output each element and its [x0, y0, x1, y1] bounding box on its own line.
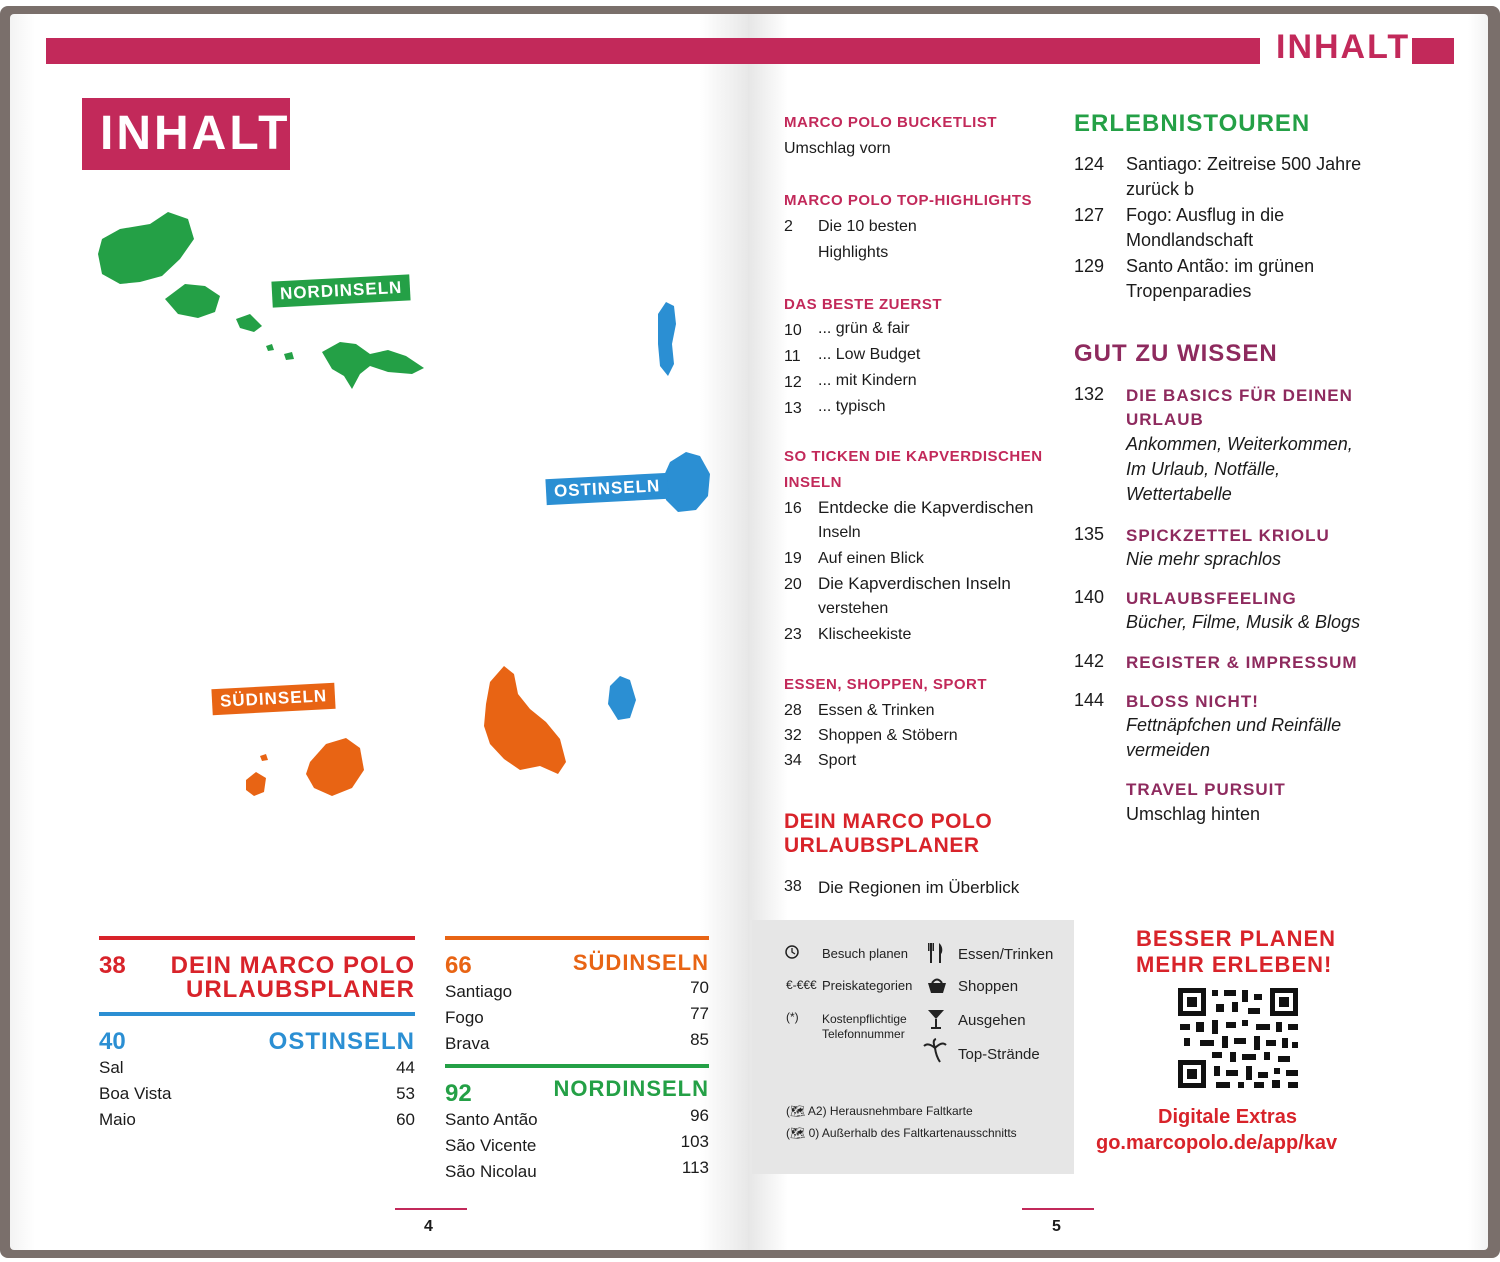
ost-item-name: Boa Vista — [99, 1084, 172, 1103]
planer-title-1: DEIN MARCO POLO — [784, 810, 993, 833]
sued-item-page: 85 — [690, 1030, 709, 1049]
wissen-title: GUT ZU WISSEN — [1074, 340, 1278, 367]
touren-number: 129 — [1074, 256, 1105, 276]
wissen-sub: Ankommen, Weiterkommen, — [1126, 434, 1353, 454]
beste-text: ... mit Kindern — [818, 372, 917, 389]
planer-text: Die Regionen im Überblick — [818, 878, 1020, 897]
beste-title: DAS BESTE ZUERST — [784, 296, 943, 313]
rule-ostinseln — [99, 1012, 415, 1016]
fork-knife-icon — [928, 942, 944, 964]
planer-number: 38 — [784, 878, 802, 895]
ticken-title-2: INSELN — [784, 474, 843, 491]
beste-number: 10 — [784, 322, 802, 339]
planer-title-2: URLAUBSPLANER — [186, 976, 415, 1003]
promo-line-2: MEHR ERLEBEN! — [1136, 952, 1333, 977]
essen-number: 28 — [784, 702, 802, 719]
bucketlist-title: MARCO POLO BUCKETLIST — [784, 114, 997, 131]
nord-item-page: 103 — [680, 1132, 709, 1151]
top-band — [748, 38, 1260, 64]
legend-map-note: (🗺 0) Außerhalb des Faltkartenausschnitts — [786, 1126, 1017, 1140]
highlights-title: MARCO POLO TOP-HIGHLIGHTS — [784, 192, 1033, 209]
island-sal — [658, 302, 676, 376]
planer-title-2: URLAUBSPLANER — [784, 834, 980, 857]
ticken-line: Inseln — [818, 524, 861, 541]
beste-number: 13 — [784, 400, 802, 417]
page-number: 4 — [424, 1218, 433, 1235]
wissen-heading: SPICKZETTEL KRIOLU — [1126, 526, 1330, 545]
beste-number: 11 — [784, 348, 801, 365]
touren-line: Santo Antão: im grünen — [1126, 256, 1315, 276]
nord-title: NORDINSELN — [553, 1076, 709, 1101]
wissen-heading: DIE BASICS FÜR DEINEN — [1126, 386, 1353, 405]
tag-suedinseln: SÜDINSELN — [211, 683, 335, 715]
essen-text: Sport — [818, 752, 857, 769]
beste-text: ... grün & fair — [818, 320, 910, 337]
wissen-number: 144 — [1074, 690, 1105, 710]
islands-map — [10, 14, 748, 834]
page-number-rule — [395, 1208, 467, 1210]
qr-code-icon[interactable] — [1176, 986, 1300, 1090]
touren-line: zurück b — [1126, 179, 1195, 199]
left-page — [10, 14, 748, 1250]
clock-icon — [784, 944, 800, 960]
ost-item-page: 53 — [396, 1084, 415, 1103]
highlights-line-2: Highlights — [818, 244, 889, 261]
highlights-line-1: Die 10 besten — [818, 218, 917, 235]
promo-line-1: BESSER PLANEN — [1136, 926, 1337, 951]
wissen-sub: Im Urlaub, Notfälle, — [1126, 459, 1281, 479]
sued-item-name: Fogo — [445, 1008, 484, 1027]
nord-item-page: 113 — [681, 1158, 709, 1177]
wissen-sub: Umschlag hinten — [1126, 804, 1261, 824]
sued-item-page: 77 — [690, 1004, 709, 1023]
page-title: INHALT — [100, 107, 291, 160]
legend-symbol: (*) — [786, 1010, 799, 1024]
wissen-sub: Nie mehr sprachlos — [1126, 549, 1282, 569]
nord-item-name: São Vicente — [445, 1136, 537, 1155]
sued-item-page: 70 — [690, 978, 709, 997]
planer-number: 38 — [99, 952, 126, 979]
island-sao-nicolau — [322, 342, 424, 389]
nord-number: 92 — [445, 1080, 472, 1107]
legend-label: Preiskategorien — [822, 978, 913, 993]
legend-map-note: (🗺 A2) Herausnehmbare Faltkarte — [786, 1104, 973, 1118]
highlights-number: 2 — [784, 218, 793, 235]
bucketlist-sub: Umschlag vorn — [784, 140, 891, 157]
rule-suedinseln — [445, 936, 709, 940]
legend-label: Telefonnummer — [822, 1027, 905, 1041]
wissen-heading: TRAVEL PURSUIT — [1126, 780, 1286, 799]
legend-box — [752, 920, 1074, 1174]
essen-text: Shoppen & Stöbern — [818, 727, 958, 744]
wissen-heading: BLOSS NICHT! — [1126, 692, 1259, 711]
sued-title: SÜDINSELN — [572, 950, 709, 975]
island-islet — [266, 344, 274, 351]
ticken-number: 19 — [784, 550, 802, 567]
touren-line: Mondlandschaft — [1126, 230, 1254, 250]
header-title: INHALT — [1276, 28, 1411, 66]
wissen-number: 132 — [1074, 384, 1105, 404]
ticken-line: verstehen — [818, 600, 889, 617]
ticken-line: Entdecke die Kapverdischen — [818, 498, 1034, 517]
tag-nordinseln: NORDINSELN — [271, 274, 411, 307]
touren-line: Fogo: Ausflug in die — [1126, 205, 1285, 225]
tag-ostinseln: OSTINSELN — [545, 473, 668, 505]
ticken-line: Klischeekiste — [818, 626, 912, 643]
island-brava — [246, 772, 266, 796]
planer-title-1: DEIN MARCO POLO — [170, 952, 415, 979]
island-santiago — [484, 666, 566, 774]
touren-line: Santiago: Zeitreise 500 Jahre — [1126, 154, 1362, 174]
promo-url-link[interactable]: go.marcopolo.de/app/kav — [1096, 1132, 1338, 1154]
sued-item-name: Brava — [445, 1034, 490, 1053]
nord-item-page: 96 — [690, 1106, 709, 1125]
touren-title: ERLEBNISTOUREN — [1074, 110, 1311, 137]
essen-title: ESSEN, SHOPPEN, SPORT — [784, 676, 988, 693]
wissen-number: 142 — [1074, 651, 1105, 671]
legend-label: Kostenpflichtige — [822, 1012, 907, 1026]
cocktail-icon — [926, 1008, 946, 1030]
wissen-number: 140 — [1074, 587, 1105, 607]
nord-item-name: São Nicolau — [445, 1162, 537, 1181]
island-islet-2 — [260, 754, 268, 761]
wissen-sub: vermeiden — [1126, 740, 1211, 760]
wissen-heading: URLAUB — [1126, 410, 1204, 429]
ticken-line: Die Kapverdischen Inseln — [818, 574, 1011, 593]
beste-number: 12 — [784, 374, 802, 391]
palm-icon — [922, 1038, 948, 1064]
page-number: 5 — [1052, 1218, 1061, 1235]
touren-number: 127 — [1074, 205, 1105, 225]
island-fogo — [306, 738, 364, 796]
sued-number: 66 — [445, 952, 472, 979]
nord-item-name: Santo Antão — [445, 1110, 538, 1129]
beste-text: ... Low Budget — [818, 346, 921, 363]
promo-sub-1: Digitale Extras — [1158, 1106, 1297, 1128]
ticken-title-1: SO TICKEN DIE KAPVERDISCHEN — [784, 448, 1043, 465]
wissen-sub: Wettertabelle — [1126, 484, 1232, 504]
island-santo-antao — [98, 212, 194, 284]
legend-label: Besuch planen — [822, 946, 909, 961]
legend-label: Ausgehen — [958, 1012, 1026, 1029]
wissen-number: 135 — [1074, 524, 1105, 544]
touren-number: 124 — [1074, 154, 1105, 174]
ticken-number: 20 — [784, 576, 802, 593]
rule-nordinseln — [445, 1064, 709, 1068]
legend-label: Essen/Trinken — [958, 946, 1054, 963]
essen-number: 34 — [784, 752, 802, 769]
wissen-heading: REGISTER & IMPRESSUM — [1126, 653, 1358, 672]
legend-label: Shoppen — [958, 978, 1019, 995]
island-sao-vicente — [165, 284, 220, 318]
island-santa-luzia — [236, 314, 262, 332]
ticken-number: 23 — [784, 626, 802, 643]
beste-text: ... typisch — [818, 398, 886, 415]
touren-line: Tropenparadies — [1126, 281, 1252, 301]
essen-number: 32 — [784, 727, 802, 744]
ticken-line: Auf einen Blick — [818, 550, 924, 567]
ticken-number: 16 — [784, 500, 802, 517]
island-raso — [284, 352, 294, 360]
ost-number: 40 — [99, 1028, 126, 1055]
wissen-sub: Fettnäpfchen und Reinfälle — [1126, 715, 1342, 735]
legend-symbol: €-€€€ — [786, 978, 817, 992]
ost-item-name: Maio — [99, 1110, 136, 1129]
ost-item-name: Sal — [99, 1058, 124, 1077]
legend-label: Top-Strände — [958, 1046, 1040, 1063]
wissen-sub: Bücher, Filme, Musik & Blogs — [1126, 612, 1361, 632]
ost-item-page: 44 — [396, 1058, 415, 1077]
wissen-heading: URLAUBSFEELING — [1126, 589, 1297, 608]
essen-text: Essen & Trinken — [818, 702, 935, 719]
ost-item-page: 60 — [396, 1110, 415, 1129]
basket-icon — [926, 976, 948, 994]
ost-title: OSTINSELN — [268, 1028, 415, 1055]
page-number-rule — [1022, 1208, 1094, 1210]
sued-item-name: Santiago — [445, 982, 513, 1001]
island-maio — [608, 676, 636, 720]
rule-planer — [99, 936, 415, 940]
header-band-end — [1412, 38, 1454, 64]
island-boa-vista — [662, 452, 710, 512]
